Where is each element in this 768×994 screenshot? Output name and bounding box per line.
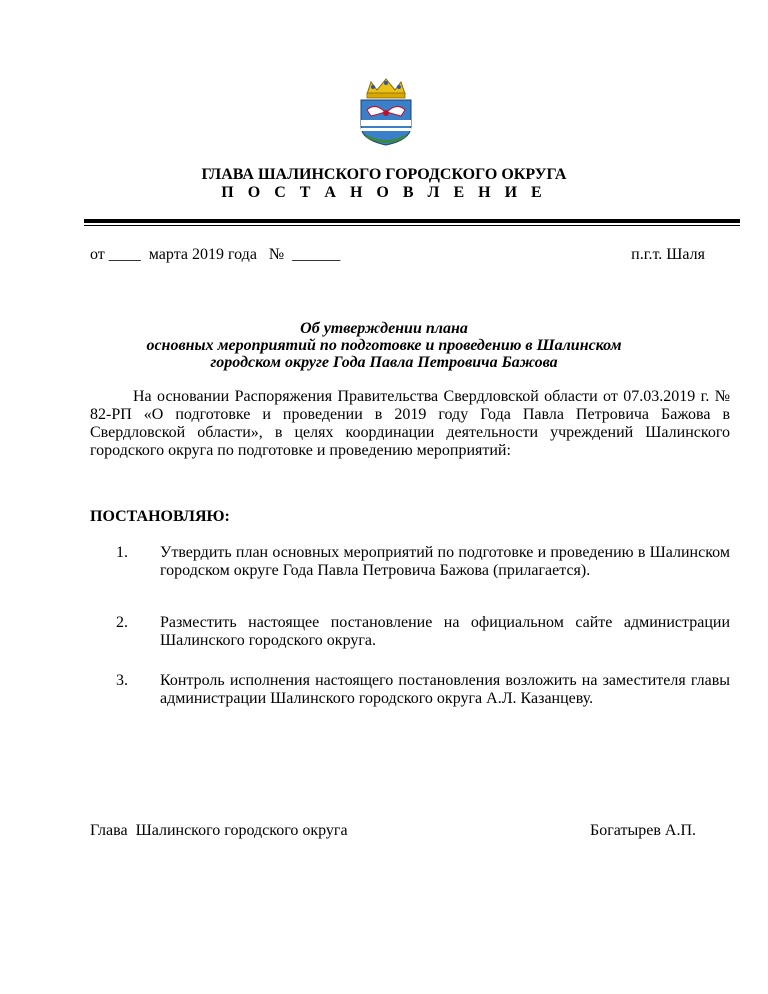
item-text: Разместить настоящее постановление на официальном сайте администрации Шалинского городского округа. xyxy=(160,614,730,649)
title-line: основных мероприятий по подготовке и проведению в Шалинском xyxy=(146,337,622,354)
header-rule-thick xyxy=(84,219,740,223)
title-line: городском округе Года Павла Петровича Бажова xyxy=(210,354,558,371)
preamble-paragraph: На основании Распоряжения Правительства Свердловской области от 07.03.2019 г. № 82-РП «О подготовке и проведении в 2019 году Года Павла Петровича Бажова в Свердловской области», в целях координации деятельности учреждений Шалинского городского округа по подготовке и проведению мероприятий: xyxy=(90,388,730,459)
item-text: Утвердить план основных мероприятий по подготовке и проведению в Шалинском городском округе Года Павла Петровича Бажова (прилагается). xyxy=(160,544,730,579)
decree-heading: ПОСТАНОВЛЯЮ: xyxy=(90,508,230,525)
document-title xyxy=(84,320,684,371)
date-number-line: от ____ марта 2019 года № ______ xyxy=(90,246,341,263)
header-rule-thin xyxy=(84,225,740,226)
document-type: П О С Т А Н О В Л Е Н И Е xyxy=(221,184,547,201)
item-text: Контроль исполнения настоящего постановления возложить на заместителя главы администрации Шалинского городского округа А.Л. Казанцеву. xyxy=(160,672,730,707)
signatory-post: Глава Шалинского городского округа xyxy=(90,822,348,839)
place-name: п.г.т. Шаля xyxy=(631,246,705,263)
title-line: Об утверждении плана xyxy=(300,320,468,337)
item-number: 3. xyxy=(116,672,128,689)
item-number: 2. xyxy=(116,614,128,631)
item-number: 1. xyxy=(116,544,128,561)
coat-of-arms-icon xyxy=(355,76,417,146)
org-name: ГЛАВА ШАЛИНСКОГО ГОРОДСКОГО ОКРУГА xyxy=(201,166,567,183)
signatory-name: Богатырев А.П. xyxy=(590,822,696,839)
